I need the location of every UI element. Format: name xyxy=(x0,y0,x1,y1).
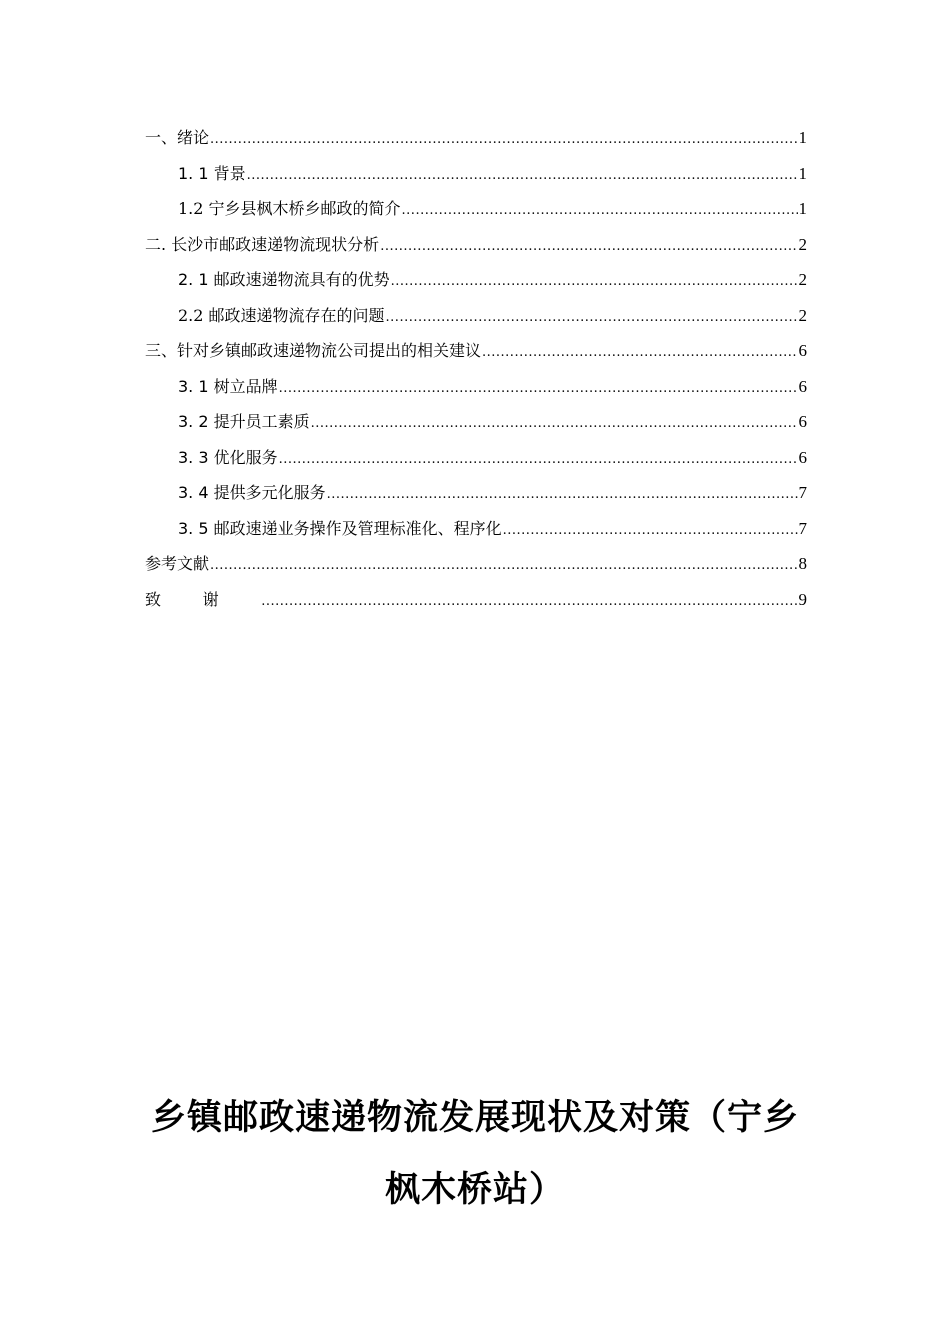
toc-dot-leader xyxy=(391,264,798,300)
toc-entry-text: 三、针对乡镇邮政速递物流公司提出的相关建议 xyxy=(145,341,482,360)
toc-dot-leader xyxy=(210,122,797,158)
toc-dot-leader xyxy=(279,442,798,478)
toc-dot-leader xyxy=(279,371,798,407)
toc-entry-background[interactable] xyxy=(145,156,807,192)
toc-dot-leader xyxy=(247,158,798,194)
toc-entry-text: 致谢 xyxy=(145,589,261,609)
toc-dot-leader xyxy=(482,335,797,371)
toc-entry-text: 2.2 邮政速递物流存在的问题 xyxy=(178,305,385,325)
toc-page-number: 8 xyxy=(798,554,807,573)
toc-dot-leader xyxy=(261,584,797,620)
toc-page-number: 2 xyxy=(798,234,807,254)
toc-entry-text: 3. 1 树立品牌 xyxy=(178,376,278,396)
document-title-line-1: 乡镇邮政速递物流发展现状及对策（宁乡 xyxy=(150,1098,799,1138)
toc-entry-standardization[interactable] xyxy=(145,511,807,547)
toc-page-number: 6 xyxy=(798,376,807,396)
toc-page-number: 9 xyxy=(798,589,807,609)
toc-page-number: 1 xyxy=(798,163,807,183)
toc-page-number: 7 xyxy=(798,483,807,502)
toc-entry-advantages[interactable] xyxy=(145,262,807,298)
toc-entry-problems[interactable] xyxy=(145,298,807,334)
toc-entry-optimize-service[interactable] xyxy=(145,440,807,476)
toc-entry-text: 1.2 宁乡县枫木桥乡邮政的简介 xyxy=(178,199,401,218)
toc-page-number: 6 xyxy=(798,447,807,467)
toc-entry-text: 参考文献 xyxy=(145,554,210,573)
toc-entry-text: 1. 1 背景 xyxy=(178,163,246,183)
table-of-contents xyxy=(145,120,807,617)
toc-page-number: 7 xyxy=(798,518,807,538)
toc-entry-diversified-service[interactable] xyxy=(145,475,807,511)
toc-dot-leader xyxy=(402,193,798,229)
toc-entry-status-analysis[interactable] xyxy=(145,227,807,263)
toc-page-number: 6 xyxy=(798,341,807,360)
toc-dot-leader xyxy=(386,300,798,336)
document-title-line-2: 枫木桥站） xyxy=(384,1170,565,1210)
toc-entry-brand[interactable] xyxy=(145,369,807,405)
toc-entry-text: 2. 1 邮政速递物流具有的优势 xyxy=(178,270,390,289)
toc-dot-leader xyxy=(311,406,798,442)
toc-page-number: 6 xyxy=(798,412,807,431)
toc-entry-text: 3. 4 提供多元化服务 xyxy=(178,483,326,502)
toc-entry-text: 3. 3 优化服务 xyxy=(178,447,278,467)
toc-entry-suggestions[interactable] xyxy=(145,333,807,369)
toc-entry-post-office-intro[interactable] xyxy=(145,191,807,227)
toc-entry-staff-quality[interactable] xyxy=(145,404,807,440)
toc-page-number: 2 xyxy=(798,270,807,289)
toc-page-number: 1 xyxy=(798,128,807,147)
toc-entry-references[interactable] xyxy=(145,546,807,582)
toc-page-number: 1 xyxy=(798,199,807,218)
toc-entry-acknowledgements[interactable] xyxy=(145,582,807,618)
toc-dot-leader xyxy=(210,548,797,584)
toc-entry-text: 3. 5 邮政速递业务操作及管理标准化、程序化 xyxy=(178,518,502,538)
toc-entry-introduction[interactable] xyxy=(145,120,807,156)
toc-dot-leader xyxy=(380,229,797,265)
toc-dot-leader xyxy=(503,513,798,549)
toc-dot-leader xyxy=(327,477,798,513)
toc-page-number: 2 xyxy=(798,305,807,325)
document-title xyxy=(120,1082,830,1226)
toc-entry-text: 一、绪论 xyxy=(145,128,210,147)
toc-entry-text: 3. 2 提升员工素质 xyxy=(178,412,310,431)
toc-entry-text: 二. 长沙市邮政速递物流现状分析 xyxy=(145,234,380,254)
